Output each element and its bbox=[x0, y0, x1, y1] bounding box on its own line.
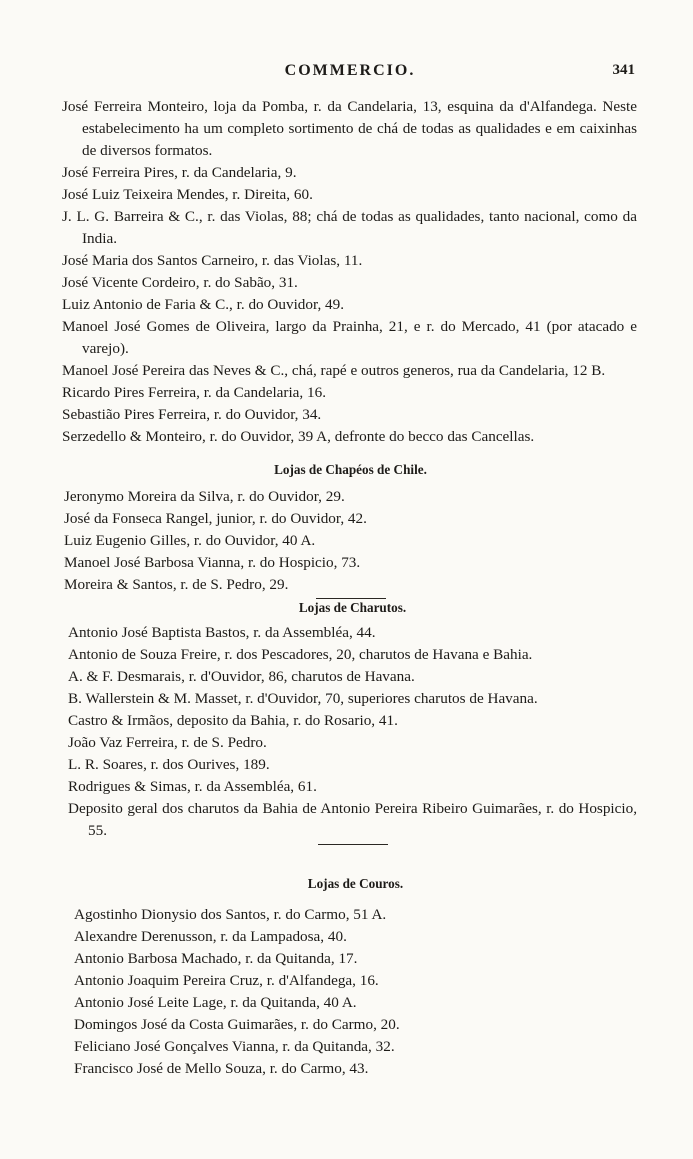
section-charutos bbox=[0, 598, 693, 851]
list-item: José Vicente Cordeiro, r. do Sabão, 31. bbox=[62, 274, 298, 291]
list-item: Francisco José de Mello Souza, r. do Carmo, 43. bbox=[74, 1060, 369, 1077]
list-item: João Vaz Ferreira, r. de S. Pedro. bbox=[68, 734, 267, 751]
list-item: Agostinho Dionysio dos Santos, r. do Carmo, 51 A. bbox=[74, 906, 387, 923]
section-divider bbox=[318, 844, 388, 845]
list-item: Serzedello & Monteiro, r. do Ouvidor, 39 A, defronte do becco das Cancellas. bbox=[62, 428, 535, 445]
list-item: L. R. Soares, r. dos Ourives, 189. bbox=[68, 756, 270, 773]
list-item: Alexandre Derenusson, r. da Lampadosa, 40. bbox=[74, 928, 347, 945]
list-item: Rodrigues & Simas, r. da Assembléa, 61. bbox=[68, 778, 317, 795]
list-item: José Ferreira Pires, r. da Candelaria, 9. bbox=[62, 164, 297, 181]
list-item: J. L. G. Barreira & C., r. das Violas, 88; chá de todas as qualidades, tanto nacional, como da India. bbox=[62, 208, 637, 247]
section-cha bbox=[0, 96, 693, 448]
list-item: Deposito geral dos charutos da Bahia de Antonio Pereira Ribeiro Guimarães, r. do Hospicio, 55. bbox=[68, 800, 637, 839]
list-item: Domingos José da Costa Guimarães, r. do Carmo, 20. bbox=[74, 1016, 400, 1033]
section-heading: Lojas de Couros. bbox=[307, 876, 404, 891]
list-item: Luiz Antonio de Faria & C., r. do Ouvidor, 49. bbox=[62, 296, 345, 313]
list-item: Moreira & Santos, r. de S. Pedro, 29. bbox=[64, 576, 289, 593]
list-item: Antonio de Souza Freire, r. dos Pescadores, 20, charutos de Havana e Bahia. bbox=[68, 646, 533, 663]
page-header bbox=[0, 62, 693, 88]
list-item: Antonio Joaquim Pereira Cruz, r. d'Alfandega, 16. bbox=[74, 972, 379, 989]
list-item: Antonio José Leite Lage, r. da Quitanda, 40 A. bbox=[74, 994, 357, 1011]
list-item: B. Wallerstein & M. Masset, r. d'Ouvidor, 70, superiores charutos de Havana. bbox=[68, 690, 538, 707]
section-couros bbox=[0, 874, 693, 1080]
list-item: Antonio Barbosa Machado, r. da Quitanda, 17. bbox=[74, 950, 358, 967]
list-item: Manoel José Pereira das Neves & C., chá, rapé e outros generos, rua da Candelaria, 12 B. bbox=[62, 362, 606, 379]
page-number: 341 bbox=[612, 62, 635, 78]
list-item: Antonio José Baptista Bastos, r. da Assembléa, 44. bbox=[68, 624, 376, 641]
list-item: Luiz Eugenio Gilles, r. do Ouvidor, 40 A. bbox=[64, 532, 316, 549]
list-item: Feliciano José Gonçalves Vianna, r. da Quitanda, 32. bbox=[74, 1038, 395, 1055]
list-item: José Maria dos Santos Carneiro, r. das Violas, 11. bbox=[62, 252, 363, 269]
list-item: Manoel José Gomes de Oliveira, largo da Prainha, 21, e r. do Mercado, 41 (por atacado e varejo). bbox=[62, 318, 637, 357]
list-item: Ricardo Pires Ferreira, r. da Candelaria, 16. bbox=[62, 384, 327, 401]
list-item: Castro & Irmãos, deposito da Bahia, r. do Rosario, 41. bbox=[68, 712, 398, 729]
list-item: Sebastião Pires Ferreira, r. do Ouvidor, 34. bbox=[62, 406, 322, 423]
list-item: José Ferreira Monteiro, loja da Pomba, r. da Candelaria, 13, esquina da d'Alfandega. Neste estabelecimento ha um completo sortimento de chá de todas as qualidades e em caixinhas de diversos formatos. bbox=[62, 98, 637, 159]
running-title: COMMERCIO. bbox=[284, 62, 416, 79]
list-item: A. & F. Desmarais, r. d'Ouvidor, 86, charutos de Havana. bbox=[68, 668, 415, 685]
list-item: José Luiz Teixeira Mendes, r. Direita, 60. bbox=[62, 186, 313, 203]
list-item: José da Fonseca Rangel, junior, r. do Ouvidor, 42. bbox=[64, 510, 367, 527]
section-heading: Lojas de Charutos. bbox=[298, 600, 407, 615]
list-item: Jeronymo Moreira da Silva, r. do Ouvidor, 29. bbox=[64, 488, 345, 505]
section-heading: Lojas de Chapéos de Chile. bbox=[274, 462, 427, 477]
section-chapeos bbox=[0, 460, 693, 605]
list-item: Manoel José Barbosa Vianna, r. do Hospicio, 73. bbox=[64, 554, 361, 571]
